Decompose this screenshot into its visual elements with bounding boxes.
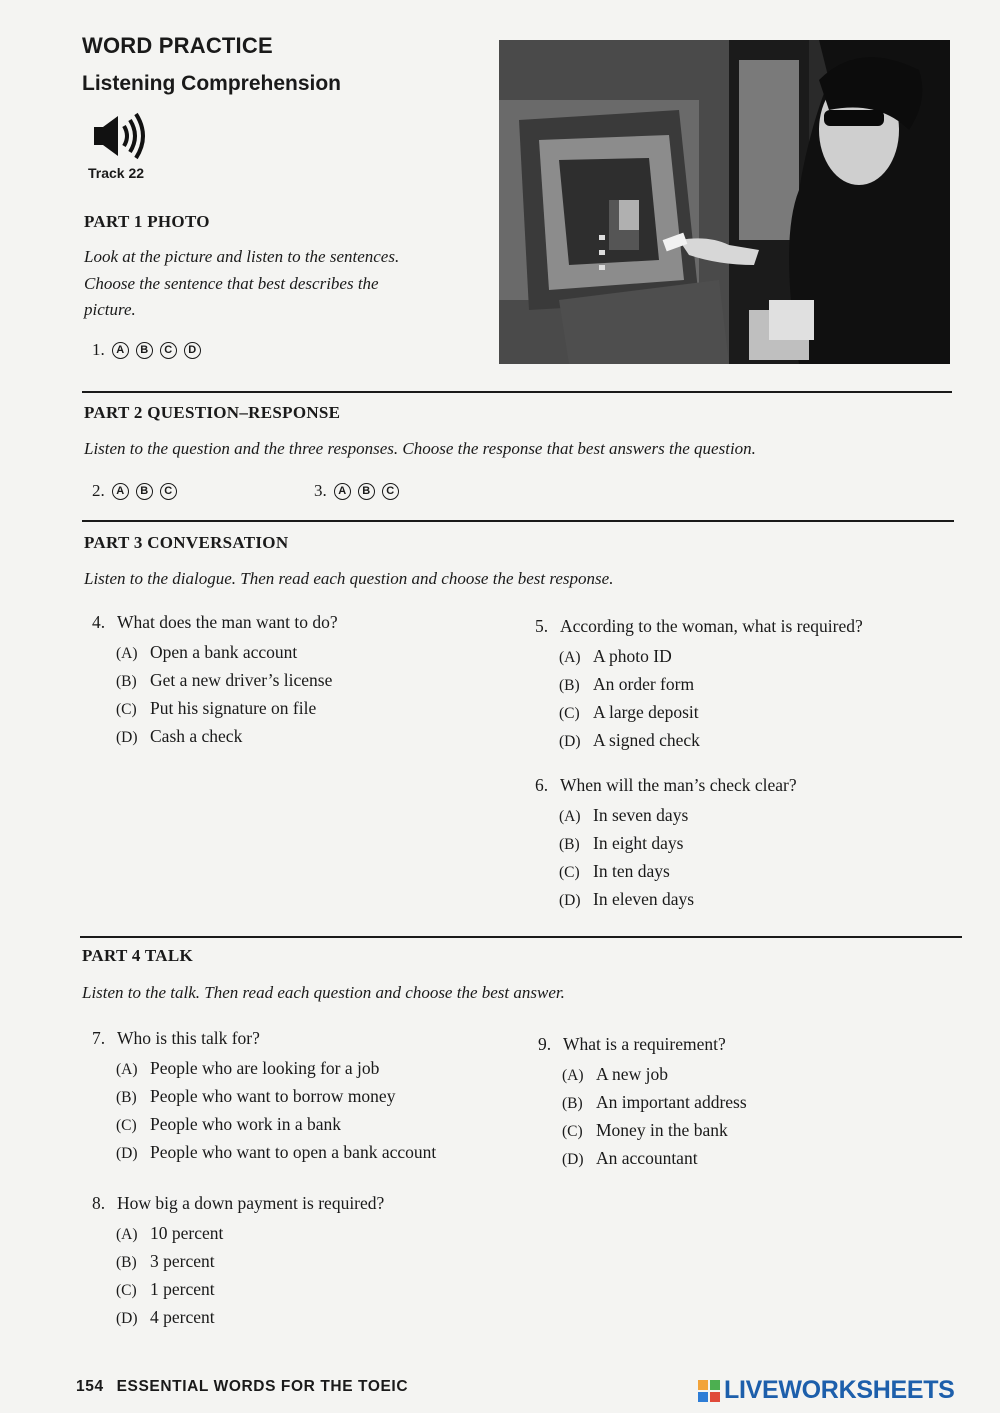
answer-option[interactable]: (B) 3 percent <box>116 1251 215 1271</box>
page-number: 154 <box>76 1378 104 1395</box>
part4-title: PART 4 TALK <box>82 946 194 965</box>
question-number: 3. <box>314 481 327 500</box>
answer-option[interactable]: (C) A large deposit <box>559 702 699 722</box>
answer-option[interactable]: (C) People who work in a bank <box>116 1114 342 1134</box>
part1-instructions <box>84 244 399 324</box>
answer-option[interactable]: (C) Put his signature on file <box>116 698 317 718</box>
liveworksheets-logo[interactable] <box>698 1376 955 1405</box>
part2-title: PART 2 QUESTION–RESPONSE <box>84 403 341 422</box>
answer-option[interactable]: (B) An important address <box>562 1092 747 1112</box>
question-6 <box>535 775 797 914</box>
question-8 <box>92 1193 384 1332</box>
choice-bubble-b[interactable]: B <box>358 483 375 500</box>
choice-bubble-a[interactable]: A <box>112 483 129 500</box>
page-footer <box>76 1378 408 1396</box>
question-7 <box>92 1028 436 1167</box>
answer-option[interactable]: (D) 4 percent <box>116 1307 215 1327</box>
choice-bubble-c[interactable]: C <box>382 483 399 500</box>
worksheet-title: WORD PRACTICE <box>82 33 273 58</box>
question-text: What does the man want to do? <box>117 612 338 632</box>
part1-instruction-line: Look at the picture and listen to the sentences. <box>84 247 400 266</box>
answer-option[interactable]: (A) People who are looking for a job <box>116 1058 380 1078</box>
choice-bubble-d[interactable]: D <box>184 342 201 359</box>
part1-instruction-line: Choose the sentence that best describes the <box>84 273 379 293</box>
question-9 <box>538 1034 747 1173</box>
question-number: 1. <box>92 340 105 359</box>
question-5 <box>535 616 863 755</box>
answer-option[interactable]: (B) People who want to borrow money <box>116 1086 396 1106</box>
section-divider <box>82 520 954 522</box>
part1-instruction-line: picture. <box>84 300 136 319</box>
answer-option[interactable]: (D) A signed check <box>559 730 700 750</box>
answer-option[interactable]: (D) People who want to open a bank account <box>116 1142 437 1162</box>
question-text: When will the man’s check clear? <box>560 775 797 795</box>
question-text: What is a requirement? <box>563 1034 726 1054</box>
answer-option[interactable]: (B) In eight days <box>559 833 684 853</box>
choice-bubble-a[interactable]: A <box>112 342 129 359</box>
choice-bubble-a[interactable]: A <box>334 483 351 500</box>
answer-option[interactable]: (A) 10 percent <box>116 1223 224 1243</box>
answer-option[interactable]: (B) Get a new driver’s license <box>116 670 333 690</box>
question-number: 2. <box>92 481 105 500</box>
answer-option[interactable]: (B) An order form <box>559 674 695 694</box>
book-title: ESSENTIAL WORDS FOR THE TOEIC <box>116 1378 409 1395</box>
answer-option[interactable]: (C) Money in the bank <box>562 1120 728 1140</box>
audio-speaker-icon[interactable] <box>92 110 152 162</box>
choice-bubble-b[interactable]: B <box>136 483 153 500</box>
question-number: 9. <box>538 1034 552 1054</box>
liveworksheets-logo-icon <box>698 1380 720 1402</box>
answer-option[interactable]: (A) In seven days <box>559 805 689 825</box>
worksheet-subtitle: Listening Comprehension <box>82 72 342 95</box>
question-1-answer <box>92 340 201 360</box>
choice-bubble-c[interactable]: C <box>160 342 177 359</box>
question-number: 8. <box>92 1193 106 1213</box>
answer-option[interactable]: (D) In eleven days <box>559 889 695 909</box>
brand-name: LIVEWORKSHEETS <box>724 1376 955 1404</box>
part2-instructions: Listen to the question and the three responses. Choose the response that best answers the question. <box>84 439 756 458</box>
question-text: How big a down payment is required? <box>117 1193 385 1213</box>
question-2-answer <box>92 481 177 501</box>
question-number: 4. <box>92 612 106 632</box>
answer-option[interactable]: (A) A photo ID <box>559 646 672 666</box>
question-text: According to the woman, what is required? <box>560 616 863 636</box>
answer-option[interactable]: (D) Cash a check <box>116 726 243 746</box>
answer-option[interactable]: (C) In ten days <box>559 861 670 881</box>
question-4 <box>92 612 338 751</box>
answer-option[interactable]: (A) Open a bank account <box>116 642 298 662</box>
answer-option[interactable]: (A) A new job <box>562 1064 668 1084</box>
choice-bubble-b[interactable]: B <box>136 342 153 359</box>
answer-option[interactable]: (C) 1 percent <box>116 1279 215 1299</box>
part3-instructions: Listen to the dialogue. Then read each question and choose the best response. <box>84 569 614 588</box>
question-number: 6. <box>535 775 549 795</box>
section-divider <box>80 936 962 938</box>
part4-instructions: Listen to the talk. Then read each question and choose the best answer. <box>82 983 565 1002</box>
question-number: 7. <box>92 1028 106 1048</box>
question-number: 5. <box>535 616 549 636</box>
track-label: Track 22 <box>88 165 145 181</box>
atm-photo <box>499 40 950 364</box>
choice-bubble-c[interactable]: C <box>160 483 177 500</box>
section-divider <box>82 391 952 393</box>
question-text: Who is this talk for? <box>117 1028 260 1048</box>
part1-title: PART 1 PHOTO <box>84 212 210 231</box>
question-3-answer <box>314 481 399 501</box>
answer-option[interactable]: (D) An accountant <box>562 1148 698 1168</box>
part3-title: PART 3 CONVERSATION <box>84 533 289 552</box>
